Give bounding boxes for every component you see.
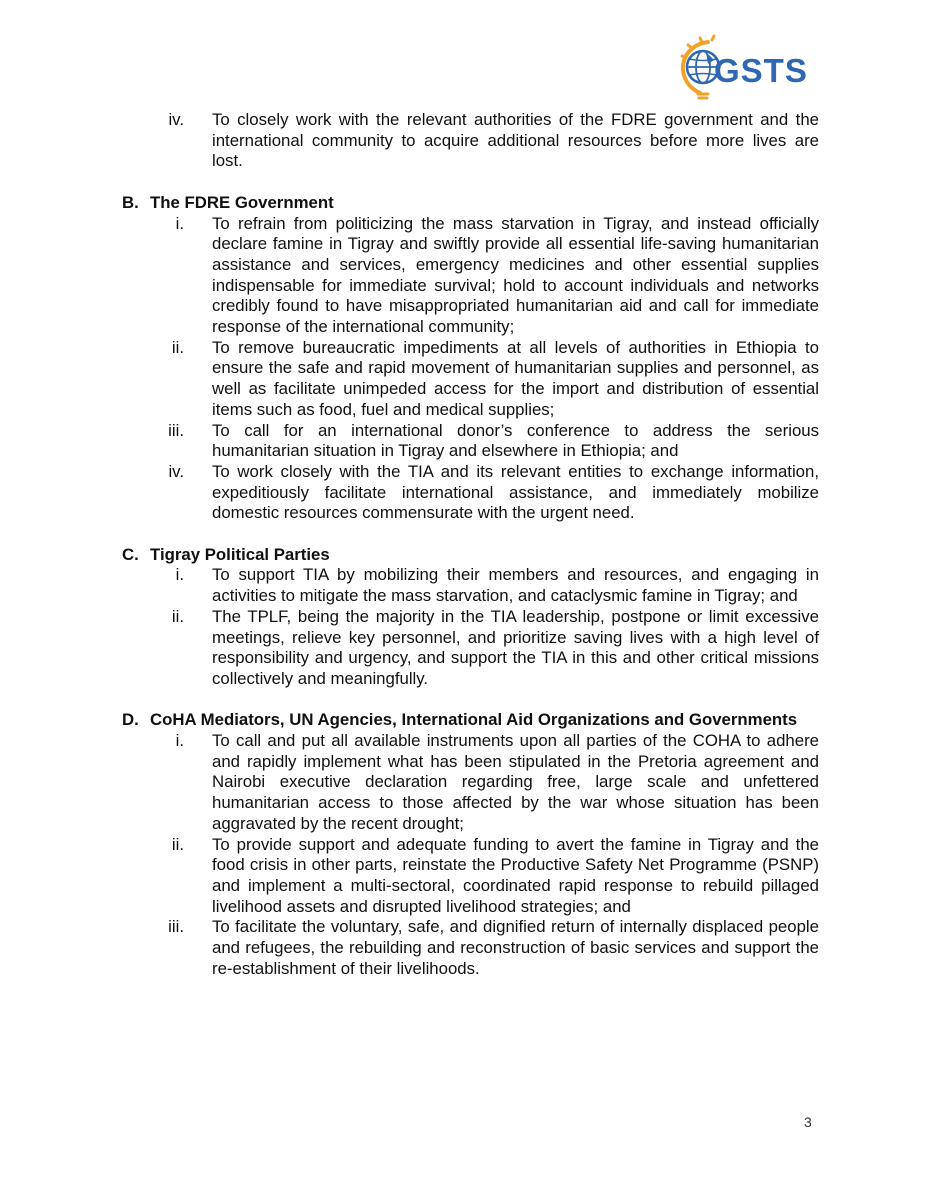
section-title: CoHA Mediators, UN Agencies, International Aid Organizations and Governments: [150, 710, 798, 730]
list-item-number: iv.: [168, 110, 184, 129]
document-body: [122, 110, 819, 979]
list-item: [122, 731, 819, 835]
gsts-logo: [678, 34, 820, 108]
list-item-text: To work closely with the TIA and its relevant entities to exchange information, expeditiously facilitate international assistance, and immediately mobilize domestic resources commensurate with the urgent need.: [212, 461, 819, 523]
list-item: [122, 338, 819, 421]
list-item-text: To refrain from politicizing the mass starvation in Tigray, and instead officially declare famine in Tigray and swiftly provide all essential life-saving humanitarian assistance and services, emergency medicines and other essential supplies indispensable for immediate survival; hold to account individuals and networks credibly found to have misappropriated humanitarian aid and call for immediate response of the international community;: [212, 213, 819, 337]
section-heading: [122, 545, 819, 566]
page-number: 3: [804, 1114, 812, 1130]
list-item-number: i.: [175, 213, 184, 233]
list-item-text: To call for an international donor’s conference to address the serious humanitarian situation in Tigray and elsewhere in Ethiopia; and: [212, 420, 819, 461]
list-item-number: iii.: [168, 917, 184, 937]
list-item-text: The TPLF, being the majority in the TIA leadership, postpone or limit excessive meetings, relieve key personnel, and prioritize saving lives with a high level of responsibility and urgency, and support the TIA in this and other critical missions collectively and meaningfully.: [212, 606, 819, 688]
list-item: [122, 214, 819, 338]
list-item-number: iii.: [168, 420, 184, 440]
section-heading: [122, 193, 819, 214]
list-item: [122, 421, 819, 462]
list-item-text: To support TIA by mobilizing their members and resources, and engaging in activities to mitigate the mass starvation, and cataclysmic famine in Tigray; and: [212, 565, 819, 606]
section-title: The FDRE Government: [150, 192, 334, 212]
section-heading: [122, 710, 819, 731]
list-item: [122, 835, 819, 918]
section-letter: D.: [122, 710, 139, 730]
list-item-number: i.: [175, 565, 184, 585]
list-item-number: ii.: [171, 337, 184, 357]
list-item-text: To remove bureaucratic impediments at all levels of authorities in Ethiopia to ensure the safe and rapid movement of humanitarian supplies and personnel, as well as facilitate unimpeded access for the import and distribution of essential items such as food, fuel and medical supplies;: [212, 337, 819, 419]
logo-text: GSTS: [714, 52, 808, 89]
list-item-number: i.: [175, 731, 184, 751]
list-item-text: To call and put all available instruments upon all parties of the COHA to adhere and rapidly implement what has been stipulated in the Pretoria agreement and Nairobi executive declaration regarding free, large scale and unfettered humanitarian access to those affected by the war whose situation has been aggravated by the recent drought;: [212, 731, 819, 833]
list-item: [122, 565, 819, 606]
list-item-number: iv.: [168, 461, 184, 481]
section-letter: C.: [122, 544, 139, 564]
list-item-text: To provide support and adequate funding to avert the famine in Tigray and the food crisis in other parts, reinstate the Productive Safety Net Programme (PSNP) and implement a multi-sectoral, coordinated rapid response to rebuild pillaged livelihood assets and disrupted livelihood strategies; and: [212, 834, 819, 916]
list-item-text: To closely work with the relevant authorities of the FDRE government and the international community to acquire additional resources before more lives are lost.: [212, 110, 819, 171]
list-item: [122, 462, 819, 524]
list-item-number: ii.: [171, 606, 184, 626]
list-item-text: To facilitate the voluntary, safe, and dignified return of internally displaced people and refugees, the rebuilding and reconstruction of basic services and support the re-establishment of their livelihoods.: [212, 917, 819, 978]
list-item: [122, 917, 819, 979]
list-item: [122, 607, 819, 690]
list-item-number: ii.: [171, 834, 184, 854]
section-title: Tigray Political Parties: [150, 544, 330, 564]
list-item: [122, 110, 819, 172]
section-letter: B.: [122, 192, 139, 212]
